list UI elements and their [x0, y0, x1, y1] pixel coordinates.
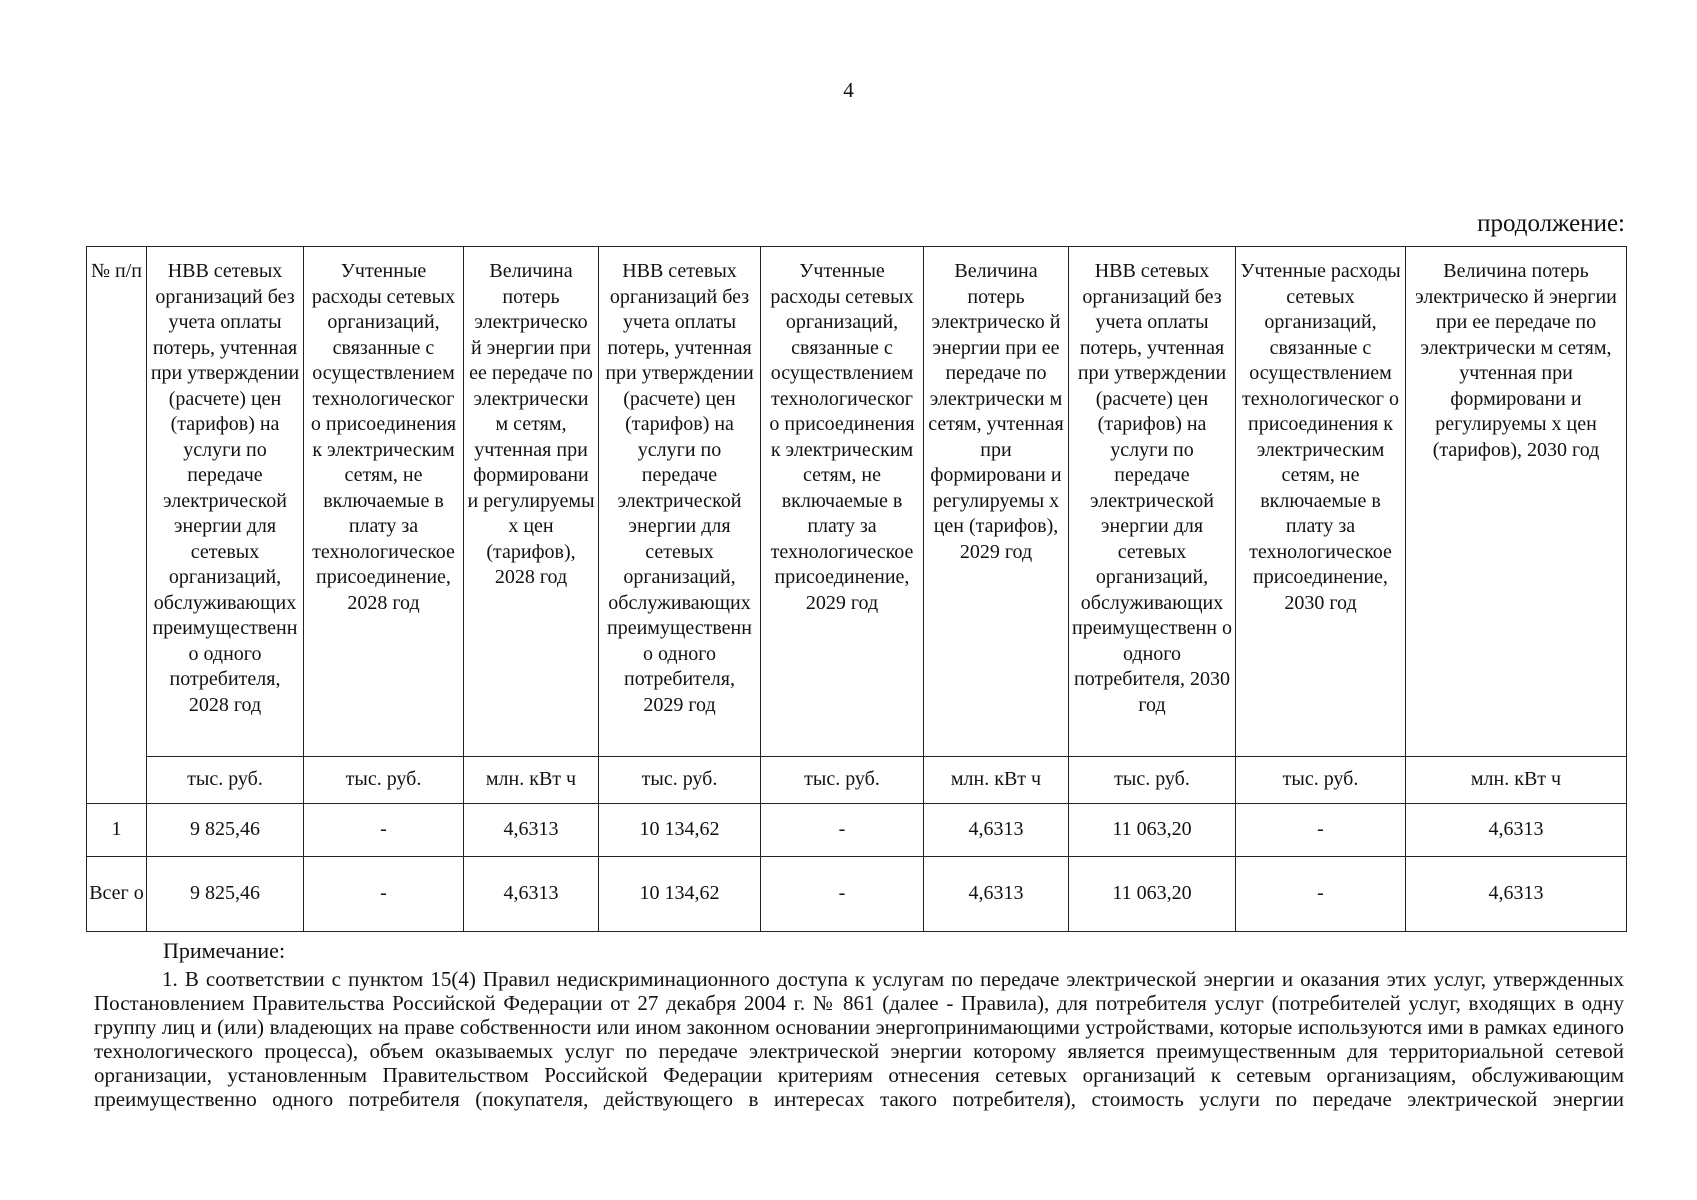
header-cell-number: № п/п	[87, 247, 147, 804]
page-number: 4	[843, 78, 854, 102]
header-cell-losses-2030: Величина потерь электрическо й энергии при ее передаче по электрически м сетям, учтенная при формировани и регулируемы х цен (тарифов), 2030 год	[1406, 247, 1627, 757]
table-cell: 4,6313	[924, 804, 1069, 857]
total-label-cell: Всег о	[87, 857, 147, 932]
header-cell-expenses-2028: Учтенные расходы сетевых организаций, связанные с осуществлением технологическог о присоединения к электрическим сетям, не включаемые в плату за технологическое присоединение, 2028 год	[304, 247, 464, 757]
table-cell: 4,6313	[1406, 804, 1627, 857]
units-row	[87, 757, 1627, 804]
table-cell: -	[1236, 857, 1406, 932]
unit-cell: тыс. руб.	[304, 757, 464, 804]
table-cell: 4,6313	[464, 804, 599, 857]
table-cell: 9 825,46	[147, 804, 304, 857]
header-cell-losses-2029: Величина потерь электрическо й энергии при ее передаче по электрически м сетям, учтенная при формировани и регулируемы х цен (тарифов), 2029 год	[924, 247, 1069, 757]
row-number-cell: 1	[87, 804, 147, 857]
table-cell: 10 134,62	[599, 804, 761, 857]
header-cell-losses-2028: Величина потерь электрическо й энергии при ее передаче по электрически м сетям, учтенная при формировани и регулируемы х цен (тарифов), 2028 год	[464, 247, 599, 757]
table-cell: -	[304, 857, 464, 932]
note-title: Примечание:	[163, 938, 286, 963]
header-cell-nvv-2028: НВВ сетевых организаций без учета оплаты потерь, учтенная при утверждении (расчете) цен (тарифов) на услуги по передаче электрической энергии для сетевых организаций, обслуживающих преимущественн о одного потребителя, 2028 год	[147, 247, 304, 757]
note-paragraph: 1. В соответствии с пунктом 15(4) Правил недискриминационного доступа к услугам по передаче электрической энергии и оказания этих услуг, утвержденных Постановлением Правительства Российской Федерации от 27 декабря 2004 г. № 861 (далее - Правила), для потребителя услуг (потребителей услуг, входящих в одну группу лиц и (или) владеющих на праве собственности или ином законном основании энергопринимающими устройствами, которые используются ими в рамках единого технологического процесса), объем оказываемых услуг по передаче электрической энергии которому является преимущественным для территориальной сетевой организации, установленным Правительством Российской Федерации критериям отнесения сетевых организаций к сетевым организациям, обслуживающим преимущественно одного потребителя (покупателя, действующего в интересах такого потребителя), стоимость услуги по передаче электрической энергии	[94, 967, 1624, 1111]
unit-cell: тыс. руб.	[1069, 757, 1236, 804]
table-cell: 10 134,62	[599, 857, 761, 932]
header-cell-nvv-2029: НВВ сетевых организаций без учета оплаты потерь, учтенная при утверждении (расчете) цен (тарифов) на услуги по передаче электрической энергии для сетевых организаций, обслуживающих преимущественн о одного потребителя, 2029 год	[599, 247, 761, 757]
unit-cell: млн. кВт ч	[464, 757, 599, 804]
table-cell: 11 063,20	[1069, 857, 1236, 932]
table-row	[87, 804, 1627, 857]
table-cell: -	[761, 804, 924, 857]
header-cell-nvv-2030: НВВ сетевых организаций без учета оплаты потерь, учтенная при утверждении (расчете) цен (тарифов) на услуги по передаче электрической энергии для сетевых организаций, обслуживающих преимущественн о одного потребителя, 2030 год	[1069, 247, 1236, 757]
unit-cell: млн. кВт ч	[924, 757, 1069, 804]
table-cell: 11 063,20	[1069, 804, 1236, 857]
unit-cell: тыс. руб.	[599, 757, 761, 804]
continuation-label: продолжение:	[1477, 210, 1625, 237]
table-cell: 4,6313	[924, 857, 1069, 932]
unit-cell: тыс. руб.	[761, 757, 924, 804]
note-text-block	[94, 967, 1624, 1111]
header-cell-expenses-2029: Учтенные расходы сетевых организаций, связанные с осуществлением технологическог о присоединения к электрическим сетям, не включаемые в плату за технологическое присоединение, 2029 год	[761, 247, 924, 757]
table-cell: -	[1236, 804, 1406, 857]
table-cell: 9 825,46	[147, 857, 304, 932]
unit-cell: млн. кВт ч	[1406, 757, 1627, 804]
table-cell: 4,6313	[464, 857, 599, 932]
table-header-row	[87, 247, 1627, 757]
header-cell-expenses-2030: Учтенные расходы сетевых организаций, связанные с осуществлением технологическог о присоединения к электрическим сетям, не включаемые в плату за технологическое присоединение, 2030 год	[1236, 247, 1406, 757]
tariff-table	[86, 246, 1627, 932]
table-cell: -	[304, 804, 464, 857]
table-cell: -	[761, 857, 924, 932]
unit-cell: тыс. руб.	[1236, 757, 1406, 804]
table-row-total	[87, 857, 1627, 932]
unit-cell: тыс. руб.	[147, 757, 304, 804]
table-cell: 4,6313	[1406, 857, 1627, 932]
